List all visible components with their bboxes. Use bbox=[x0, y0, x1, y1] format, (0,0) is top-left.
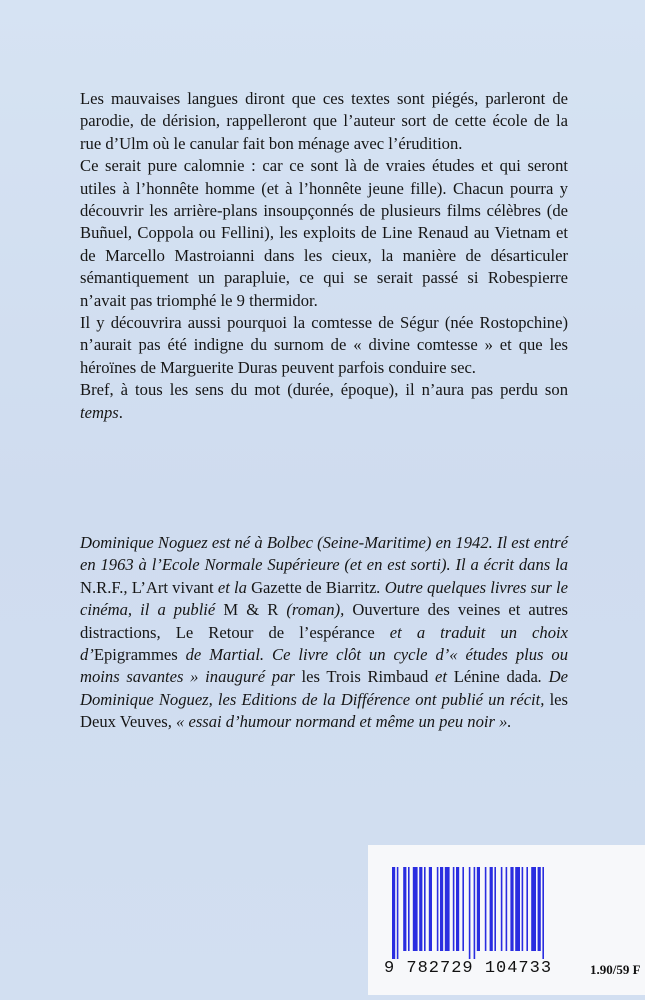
isbn-digits: 9 782729 104733 bbox=[384, 959, 553, 978]
author-bio bbox=[80, 532, 568, 734]
barcode-area bbox=[368, 845, 645, 995]
blurb-paragraph-3: Il y découvrira aussi pourquoi la comtesse de Ségur (née Rostopchine) n’aurait pas été indigne du surnom de « divine comtesse » et que les héroïnes de Marguerite Duras peuvent parfois conduire sec. bbox=[80, 313, 568, 377]
blurb-text bbox=[80, 88, 568, 424]
blurb-paragraph-4 bbox=[80, 379, 568, 424]
price-label: 1.90/59 F bbox=[590, 962, 641, 977]
blurb-last-end: . bbox=[118, 402, 123, 422]
barcode-icon bbox=[392, 867, 588, 959]
bio-paragraph: Dominique Noguez est né à Bolbec (Seine-Maritime) en 1942. Il est entré en 1963 à l’Ecole Normale Supérieure (et en est sorti). Il a écrit dans la N.R.F., L’Art vivant et la Gazette de Biarritz. Outre quelques livres sur le cinéma, il a publié M & R (roman), Ouverture des veines et autres distractions, Le Retour de l’espérance et a traduit un choix d’Epigrammes de Martial. Ce livre clôt un cycle d’« études plus ou moins savantes » inauguré par les Trois Rimbaud et Lénine dada. De Dominique Noguez, les Editions de la Différence ont publié un récit, les Deux Veuves, « essai d’humour normand et même un peu noir ». bbox=[80, 533, 569, 732]
blurb-paragraph-2: Ce serait pure calomnie : car ce sont là de vraies études et qui seront utiles à l’honnête homme (et à l’honnête jeune fille). Chacun pourra y découvrir les arrière-plans insoupçonnés de plusieurs films célèbres (de Buñuel, Coppola ou Fellini), les exploits de Line Renaud au Vietnam et de Marcello Mastroianni dans les cieux, la manière de désarticuler sémantiquement un parapluie, ce qui se serait passé si Robespierre n’avait pas triomphé le 9 thermidor. bbox=[80, 156, 568, 310]
blurb-paragraph-1: Les mauvaises langues diront que ces textes sont piégés, parleront de parodie, de dérision, rappelleront que l’auteur sort de cette école de la rue d’Ulm où le canular fait bon ménage avec l’érudition. bbox=[80, 89, 568, 153]
blurb-last-text: Bref, à tous les sens du mot (durée, époque), il n’aura pas perdu son bbox=[80, 380, 568, 400]
blurb-last-emphasis: temps bbox=[80, 402, 119, 422]
